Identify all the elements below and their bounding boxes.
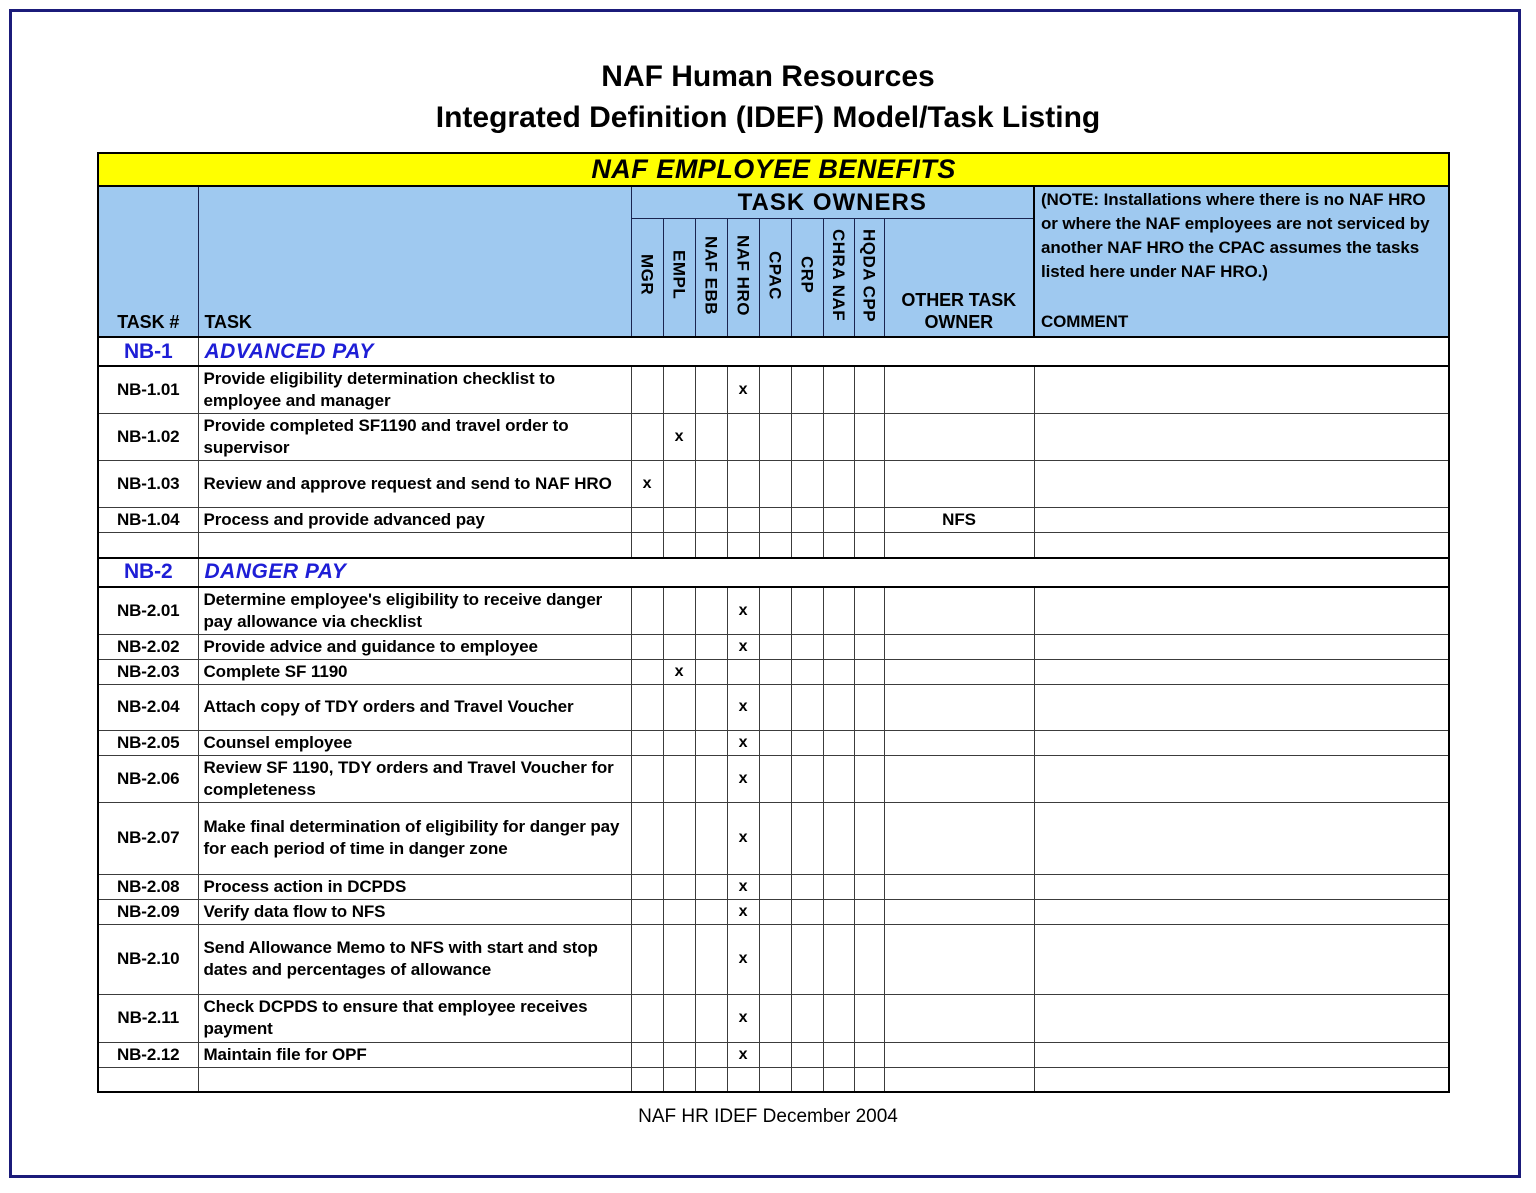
comment-cell	[1034, 730, 1449, 755]
owner-mark-cell-chra-naf	[823, 802, 854, 874]
owner-column-header-crp	[791, 219, 823, 337]
task-listing-table	[97, 152, 1450, 1093]
owner-mark-cell-cpac	[759, 587, 791, 635]
owner-mark-cell-chra-naf	[823, 755, 854, 802]
owner-mark-cell-chra-naf	[823, 414, 854, 461]
empty-cell	[1034, 533, 1449, 558]
owners-header-row	[98, 186, 1449, 219]
task-number-cell: NB-1.04	[98, 508, 198, 533]
task-description-cell: Attach copy of TDY orders and Travel Voucher	[198, 684, 631, 730]
empty-cell	[695, 533, 727, 558]
task-number-cell: NB-2.08	[98, 874, 198, 899]
task-description-cell: Counsel employee	[198, 730, 631, 755]
owner-mark-cell-chra-naf	[823, 1042, 854, 1067]
task-row	[98, 461, 1449, 508]
section-number: NB-2	[98, 558, 198, 587]
owner-mark-cell-empl	[663, 508, 695, 533]
owner-mark-cell-crp	[791, 461, 823, 508]
empty-cell	[823, 533, 854, 558]
section-title: ADVANCED PAY	[198, 337, 1449, 366]
section-row	[98, 558, 1449, 587]
owner-column-header-hqda-cpp	[854, 219, 884, 337]
owner-mark-cell-chra-naf	[823, 587, 854, 635]
comment-cell	[1034, 659, 1449, 684]
owner-mark-cell-naf-ebb	[695, 802, 727, 874]
task-row	[98, 899, 1449, 924]
owner-mark-cell-hqda-cpp	[854, 1042, 884, 1067]
owner-mark-cell-chra-naf	[823, 994, 854, 1042]
comment-cell	[1034, 587, 1449, 635]
owner-mark-cell-cpac	[759, 414, 791, 461]
owner-mark-cell-chra-naf	[823, 366, 854, 414]
owner-column-header-empl	[663, 219, 695, 337]
task-number-cell: NB-1.02	[98, 414, 198, 461]
owner-mark-cell-empl	[663, 684, 695, 730]
task-description-cell: Maintain file for OPF	[198, 1042, 631, 1067]
comment-cell	[1034, 755, 1449, 802]
owner-mark-cell-crp	[791, 587, 823, 635]
owner-mark-cell-cpac	[759, 659, 791, 684]
owner-mark-cell-naf-hro: x	[727, 684, 759, 730]
owner-mark-cell-chra-naf	[823, 899, 854, 924]
owner-mark-cell-cpac	[759, 802, 791, 874]
task-description-cell: Review and approve request and send to NAF HRO	[198, 461, 631, 508]
task-number-cell: NB-2.01	[98, 587, 198, 635]
owner-mark-cell-mgr	[631, 730, 663, 755]
owner-mark-cell-naf-ebb	[695, 634, 727, 659]
owner-mark-cell-empl	[663, 924, 695, 994]
empty-cell	[854, 1067, 884, 1092]
owner-mark-cell-hqda-cpp	[854, 461, 884, 508]
table-header	[98, 153, 1449, 337]
owner-column-label: CHRA NAF	[829, 229, 848, 322]
task-description-cell: Provide completed SF1190 and travel order to supervisor	[198, 414, 631, 461]
owner-mark-cell-naf-hro: x	[727, 802, 759, 874]
comment-cell	[1034, 461, 1449, 508]
owner-mark-cell-crp	[791, 1042, 823, 1067]
owner-mark-cell-chra-naf	[823, 659, 854, 684]
task-row	[98, 924, 1449, 994]
task-number-header: TASK #	[98, 186, 198, 337]
task-row	[98, 634, 1449, 659]
task-number-cell: NB-1.01	[98, 366, 198, 414]
owner-mark-cell-empl	[663, 899, 695, 924]
owner-mark-cell-chra-naf	[823, 461, 854, 508]
task-row	[98, 1042, 1449, 1067]
empty-cell	[727, 533, 759, 558]
owner-column-header-naf-hro	[727, 219, 759, 337]
owner-mark-cell-cpac	[759, 874, 791, 899]
task-description-cell: Provide advice and guidance to employee	[198, 634, 631, 659]
other-task-owner-cell	[884, 924, 1034, 994]
owner-mark-cell-cpac	[759, 924, 791, 994]
other-task-owner-cell	[884, 1042, 1034, 1067]
owner-mark-cell-hqda-cpp	[854, 802, 884, 874]
owner-mark-cell-empl	[663, 1042, 695, 1067]
task-number-cell: NB-2.05	[98, 730, 198, 755]
task-number-cell: NB-2.10	[98, 924, 198, 994]
owner-mark-cell-crp	[791, 366, 823, 414]
comment-cell	[1034, 1042, 1449, 1067]
owner-mark-cell-empl	[663, 730, 695, 755]
owner-mark-cell-mgr	[631, 1042, 663, 1067]
owner-mark-cell-cpac	[759, 1042, 791, 1067]
owner-mark-cell-mgr	[631, 366, 663, 414]
owner-column-label: MGR	[637, 254, 657, 296]
owner-mark-cell-mgr	[631, 899, 663, 924]
owner-mark-cell-naf-ebb	[695, 1042, 727, 1067]
other-task-owner-cell	[884, 366, 1034, 414]
owner-mark-cell-naf-hro: x	[727, 587, 759, 635]
owner-mark-cell-mgr	[631, 755, 663, 802]
owner-mark-cell-naf-ebb	[695, 874, 727, 899]
owner-column-label: CRP	[797, 256, 817, 294]
comment-cell	[1034, 366, 1449, 414]
owner-mark-cell-naf-hro: x	[727, 634, 759, 659]
task-number-cell: NB-2.04	[98, 684, 198, 730]
owner-mark-cell-crp	[791, 755, 823, 802]
owner-mark-cell-hqda-cpp	[854, 755, 884, 802]
owner-mark-cell-empl	[663, 634, 695, 659]
owner-mark-cell-cpac	[759, 994, 791, 1042]
owner-column-header-naf-ebb	[695, 219, 727, 337]
owner-mark-cell-naf-ebb	[695, 899, 727, 924]
owner-mark-cell-naf-hro: x	[727, 874, 759, 899]
owner-mark-cell-naf-hro	[727, 659, 759, 684]
owner-mark-cell-cpac	[759, 755, 791, 802]
task-number-cell: NB-1.03	[98, 461, 198, 508]
task-number-cell: NB-2.02	[98, 634, 198, 659]
task-description-cell: Provide eligibility determination checklist to employee and manager	[198, 366, 631, 414]
task-row	[98, 730, 1449, 755]
owner-mark-cell-empl: x	[663, 659, 695, 684]
owner-mark-cell-naf-hro: x	[727, 1042, 759, 1067]
owner-mark-cell-hqda-cpp	[854, 634, 884, 659]
task-row	[98, 659, 1449, 684]
owner-mark-cell-naf-ebb	[695, 730, 727, 755]
owner-mark-cell-hqda-cpp	[854, 414, 884, 461]
owner-mark-cell-cpac	[759, 366, 791, 414]
task-owners-header: TASK OWNERS	[631, 186, 1034, 219]
task-row	[98, 587, 1449, 635]
other-task-owner-cell	[884, 730, 1034, 755]
owner-mark-cell-mgr	[631, 508, 663, 533]
owner-mark-cell-crp	[791, 874, 823, 899]
owner-mark-cell-naf-hro	[727, 461, 759, 508]
task-row	[98, 366, 1449, 414]
owner-mark-cell-empl	[663, 874, 695, 899]
empty-cell	[198, 533, 631, 558]
other-task-owner-cell	[884, 659, 1034, 684]
owner-mark-cell-cpac	[759, 899, 791, 924]
owner-mark-cell-crp	[791, 508, 823, 533]
owner-mark-cell-chra-naf	[823, 684, 854, 730]
table-body	[98, 337, 1449, 1092]
owner-mark-cell-empl	[663, 994, 695, 1042]
empty-cell	[791, 1067, 823, 1092]
owner-mark-cell-mgr	[631, 994, 663, 1042]
other-task-owner-cell	[884, 802, 1034, 874]
task-description-cell: Check DCPDS to ensure that employee receives payment	[198, 994, 631, 1042]
owner-mark-cell-crp	[791, 899, 823, 924]
owner-mark-cell-crp	[791, 994, 823, 1042]
task-description-cell: Complete SF 1190	[198, 659, 631, 684]
owner-mark-cell-chra-naf	[823, 924, 854, 994]
other-task-owner-cell	[884, 755, 1034, 802]
owner-mark-cell-mgr	[631, 874, 663, 899]
owner-mark-cell-hqda-cpp	[854, 508, 884, 533]
other-task-owner-cell	[884, 461, 1034, 508]
owner-mark-cell-naf-hro: x	[727, 730, 759, 755]
owner-mark-cell-crp	[791, 924, 823, 994]
other-task-owner-cell: NFS	[884, 508, 1034, 533]
owner-mark-cell-cpac	[759, 634, 791, 659]
task-row	[98, 994, 1449, 1042]
owner-mark-cell-crp	[791, 730, 823, 755]
owner-mark-cell-naf-hro: x	[727, 366, 759, 414]
task-row	[98, 874, 1449, 899]
owner-mark-cell-naf-hro: x	[727, 899, 759, 924]
task-number-cell: NB-2.07	[98, 802, 198, 874]
comment-cell	[1034, 634, 1449, 659]
owner-mark-cell-crp	[791, 802, 823, 874]
empty-cell	[759, 1067, 791, 1092]
owner-mark-cell-hqda-cpp	[854, 899, 884, 924]
owner-mark-cell-mgr	[631, 684, 663, 730]
task-row	[98, 414, 1449, 461]
owner-column-label: HQDA CPP	[859, 228, 879, 322]
task-number-cell: NB-2.12	[98, 1042, 198, 1067]
task-number-cell: NB-2.03	[98, 659, 198, 684]
owner-mark-cell-crp	[791, 684, 823, 730]
owner-mark-cell-naf-ebb	[695, 924, 727, 994]
spacer-row	[98, 1067, 1449, 1092]
empty-cell	[759, 533, 791, 558]
owner-mark-cell-empl	[663, 755, 695, 802]
task-row	[98, 755, 1449, 802]
empty-cell	[727, 1067, 759, 1092]
owner-mark-cell-cpac	[759, 730, 791, 755]
empty-cell	[791, 533, 823, 558]
task-row	[98, 684, 1449, 730]
comment-cell	[1034, 924, 1449, 994]
title-line-2: Integrated Definition (IDEF) Model/Task Listing	[435, 101, 1101, 134]
task-description-cell: Process action in DCPDS	[198, 874, 631, 899]
other-task-owner-cell	[884, 414, 1034, 461]
owner-mark-cell-mgr	[631, 924, 663, 994]
empty-cell	[98, 533, 198, 558]
owner-mark-cell-crp	[791, 659, 823, 684]
owner-mark-cell-hqda-cpp	[854, 587, 884, 635]
other-task-owner-cell	[884, 587, 1034, 635]
empty-cell	[884, 1067, 1034, 1092]
owner-mark-cell-mgr	[631, 634, 663, 659]
owner-mark-cell-mgr	[631, 587, 663, 635]
owner-mark-cell-naf-ebb	[695, 659, 727, 684]
other-task-owner-cell	[884, 634, 1034, 659]
task-number-cell: NB-2.09	[98, 899, 198, 924]
empty-cell	[198, 1067, 631, 1092]
owner-mark-cell-mgr: x	[631, 461, 663, 508]
owner-column-label: EMPL	[669, 250, 689, 300]
owner-column-header-cpac	[759, 219, 791, 337]
comment-cell	[1034, 802, 1449, 874]
task-description-cell: Send Allowance Memo to NFS with start and stop dates and percentages of allowance	[198, 924, 631, 994]
comment-cell	[1034, 994, 1449, 1042]
owner-column-label: CPAC	[765, 250, 785, 300]
banner-row	[98, 153, 1449, 186]
owner-mark-cell-chra-naf	[823, 874, 854, 899]
owner-mark-cell-naf-ebb	[695, 366, 727, 414]
spacer-row	[98, 533, 1449, 558]
empty-cell	[663, 533, 695, 558]
owner-mark-cell-empl: x	[663, 414, 695, 461]
owner-mark-cell-mgr	[631, 414, 663, 461]
section-row	[98, 337, 1449, 366]
owner-mark-cell-chra-naf	[823, 730, 854, 755]
section-number: NB-1	[98, 337, 198, 366]
task-row	[98, 802, 1449, 874]
owner-mark-cell-naf-ebb	[695, 461, 727, 508]
empty-cell	[663, 1067, 695, 1092]
note-comment-header-cell	[1034, 186, 1449, 337]
owner-mark-cell-naf-hro: x	[727, 994, 759, 1042]
owner-mark-cell-hqda-cpp	[854, 659, 884, 684]
section-title: DANGER PAY	[198, 558, 1449, 587]
owner-mark-cell-hqda-cpp	[854, 924, 884, 994]
owner-mark-cell-mgr	[631, 802, 663, 874]
owner-mark-cell-chra-naf	[823, 634, 854, 659]
document-title	[0, 56, 1536, 138]
empty-cell	[823, 1067, 854, 1092]
comment-cell	[1034, 414, 1449, 461]
owner-mark-cell-cpac	[759, 508, 791, 533]
section-banner: NAF EMPLOYEE BENEFITS	[98, 153, 1449, 186]
task-description-cell: Determine employee's eligibility to receive danger pay allowance via checklist	[198, 587, 631, 635]
owner-mark-cell-naf-hro	[727, 508, 759, 533]
task-number-cell: NB-2.06	[98, 755, 198, 802]
empty-cell	[631, 1067, 663, 1092]
owner-mark-cell-naf-ebb	[695, 994, 727, 1042]
owner-column-header-mgr	[631, 219, 663, 337]
owner-mark-cell-chra-naf	[823, 508, 854, 533]
task-description-cell: Review SF 1190, TDY orders and Travel Voucher for completeness	[198, 755, 631, 802]
empty-cell	[1034, 1067, 1449, 1092]
task-description-cell: Verify data flow to NFS	[198, 899, 631, 924]
owner-mark-cell-hqda-cpp	[854, 366, 884, 414]
owner-mark-cell-empl	[663, 587, 695, 635]
comment-cell	[1034, 874, 1449, 899]
owner-mark-cell-empl	[663, 802, 695, 874]
owner-mark-cell-hqda-cpp	[854, 684, 884, 730]
owner-mark-cell-cpac	[759, 684, 791, 730]
comment-cell	[1034, 508, 1449, 533]
owner-mark-cell-empl	[663, 461, 695, 508]
task-description-cell: Process and provide advanced pay	[198, 508, 631, 533]
owner-mark-cell-naf-ebb	[695, 414, 727, 461]
note-comment-wrap	[1035, 187, 1448, 336]
task-header: TASK	[198, 186, 631, 337]
owner-mark-cell-naf-hro: x	[727, 924, 759, 994]
comment-header: COMMENT	[1041, 312, 1129, 331]
owner-mark-cell-naf-ebb	[695, 587, 727, 635]
note-text: (NOTE: Installations where there is no NAF HRO or where the NAF employees are not serviced by another NAF HRO the CPAC assumes the tasks listed here under NAF HRO.)	[1041, 190, 1430, 281]
owner-mark-cell-hqda-cpp	[854, 874, 884, 899]
owner-column-header-chra-naf	[823, 219, 854, 337]
title-line-1: NAF Human Resources	[601, 60, 935, 93]
owner-mark-cell-hqda-cpp	[854, 994, 884, 1042]
empty-cell	[695, 1067, 727, 1092]
owner-mark-cell-empl	[663, 366, 695, 414]
owner-mark-cell-naf-ebb	[695, 684, 727, 730]
empty-cell	[98, 1067, 198, 1092]
other-task-owner-header: OTHER TASK OWNER	[884, 219, 1034, 337]
owner-mark-cell-cpac	[759, 461, 791, 508]
owner-column-label: NAF HRO	[733, 234, 753, 316]
page-footer: NAF HR IDEF December 2004	[638, 1106, 898, 1127]
empty-cell	[884, 533, 1034, 558]
other-task-owner-cell	[884, 684, 1034, 730]
other-task-owner-cell	[884, 994, 1034, 1042]
owner-mark-cell-naf-hro	[727, 414, 759, 461]
empty-cell	[854, 533, 884, 558]
owner-mark-cell-crp	[791, 634, 823, 659]
owner-mark-cell-naf-hro: x	[727, 755, 759, 802]
comment-cell	[1034, 684, 1449, 730]
owner-column-label: NAF EBB	[701, 235, 721, 315]
other-task-owner-cell	[884, 874, 1034, 899]
task-row	[98, 508, 1449, 533]
owner-mark-cell-mgr	[631, 659, 663, 684]
owner-mark-cell-hqda-cpp	[854, 730, 884, 755]
other-task-owner-cell	[884, 899, 1034, 924]
owner-mark-cell-naf-ebb	[695, 508, 727, 533]
owner-mark-cell-naf-ebb	[695, 755, 727, 802]
comment-cell	[1034, 899, 1449, 924]
empty-cell	[631, 533, 663, 558]
owner-mark-cell-crp	[791, 414, 823, 461]
task-number-cell: NB-2.11	[98, 994, 198, 1042]
task-description-cell: Make final determination of eligibility for danger pay for each period of time in danger zone	[198, 802, 631, 874]
